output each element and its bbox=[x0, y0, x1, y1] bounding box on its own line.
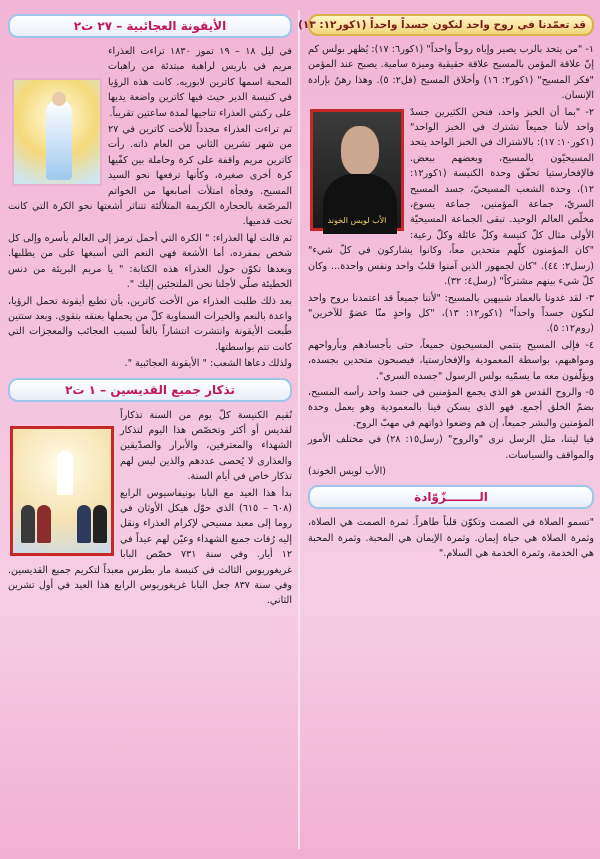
icon-article-title: الأيقونة العجائبية – ٢٧ ت٢ bbox=[8, 14, 292, 38]
paragraph-1: ١- "من يتحد بالرب يصير وإياه روحاً واحداً" (١كور٦: ١٧): يُظهر بولس كم إنّ علاقة المؤمن بالمسيح علاقة حقيقية وميزة سامية. يصبح عند المؤمن "فكر المسيح" (١كور٢: ١٦) وأخلاق المسيح (فل٢: ٥). وهذا رهنٌ بإرادة الإنسان. bbox=[308, 44, 594, 102]
right-column bbox=[298, 14, 594, 855]
article-title: قد تعمّدنا في روح واحد لنكون جسداً واحداً (١كور١٢: ١٣) bbox=[308, 14, 594, 36]
saints-paragraph-2: بدأ هذا العيد مع البابا بونيفاسيوس الرابع (٦٠٨ – ٦١٥) الذي حوّل هيكل الأوثان في روما إلى معبد مسيحي لإكرام العذراء ونقل إليه رُفات جميع الشهداء وعيّن لهم عيداً في ١٢ أيار. وفي سنة ٧٣١ خصّص البابا غريغوريوس الثالث في كنيسة مار بطرس معبداً لتكريم جميع القديسين. وفي سنة ٨٣٧ جعل البابا غريغوريوس الرابع هذا العيد في أول تشرين الثاني. bbox=[8, 487, 292, 607]
paragraph-4: ٤- فإلى المسيح ينتمي المسيحيون جميعاً، حتى بأجسادهم وبأرواحهم ومواهبهم، بواسطة المعمودية والإفخارستيا، فيصبحون متحدين بجسده، ويؤلّفون معه ما يسمّيه بولس الرسول "جسده السري". bbox=[308, 339, 594, 382]
signature: (الأب لويس الخوند) bbox=[308, 465, 386, 477]
zuwwada-title: الــــــــزّوّادة bbox=[308, 485, 594, 509]
paragraph-2: ٢- "بما أن الخبز واحد، فنحن الكثيرين جسدٌ واحد لأننا جميعاً نشترك في الخبز الواحد" (١كور١٠: ١٧): بالاشتراك في الخبز الواحد يتحد المسيحيّون بالمسيح، وبعضهم ببعض. فالإفخارستيا تحقّق وحدة الكنيسة (١كور١٢: ١٢)، وحدة الشعب المسيحيّ، جسد المسيح السريّ، جماعة المؤمنين، جماعة يسوع، مخلّص العالم الوحيد. تبقى الجماعة المسيحيّة الأولى مثال كلّ كنيسة وكلّ عائلة وكلّ رعية: "كان المؤمنون كلّهم متحدين معاً، وكانوا يشاركون في كلّ شيء" (رسل٢: ٤٤). "كان لجمهور الذين آمنوا قلبٌ واحد ونفس واحدة... وكان كلّ شيء بينهم مشتركاً" (رسل٤: ٣٢). bbox=[308, 106, 594, 288]
icon-paragraph-1: في ليل ١٨ – ١٩ تموز ١٨٣٠ تراءت العذراء مريم في باريس لراهبة مبتدئة من راهبات المحبة اسمها كاترين لابوريه. كانت هذه الرؤيا في كنيسة الدير حيث فيها كاترين واضعة يديها على ركبتي العذراء تناجيها لمدة ساعتين تقريباً. bbox=[108, 46, 293, 119]
paragraph-6: فيا ليتنا، مثل الرسل نرى "والروح" (رسل١٥: ٢٨) في مختلف الأمور والمواقف والسياسات. bbox=[308, 434, 594, 461]
saints-paragraph-1: تُقيم الكنيسة كلّ يوم من السنة تذكاراً لقديس أو أكثر وتخصّص هذا اليوم لتذكار الشهداء والمعترفين، والأبرار والصدّيقين والعذارى لا يُحصى عددهم والذين ليس لهم تذكار خاص في أيام السنة. bbox=[120, 409, 292, 483]
icon-paragraph-3: ثم قالت لها العذراء: " الكرة التي أحمل ترمز إلى العالم بأسره وإلى كل شخص بمفرده، أما الأشعة فهي النعم التي أسبغها على من يطلبها. وبعدها تكوّن حول العذراء هذه الكتابة: " يا مريم البريئة من دنس الخطيئة صلّي لأجلنا نحن الملتجئين إليك ". bbox=[8, 232, 292, 291]
icon-paragraph-5: ولذلك دعاها الشعب: " الأيقونة العجائبية ". bbox=[124, 358, 292, 370]
saints-article-title: تذكار جميع القديسين – ١ ت٢ bbox=[8, 378, 292, 402]
left-column bbox=[8, 14, 292, 855]
priest-photo bbox=[310, 109, 404, 231]
icon-paragraph-2: ثم تراءت العذراء مجدداً للأخت كاترين في ٢٧ من شهر تشرين الثاني من العام ذاته. رأت كاترين مريم واقفة على كرة وحاملة بين كفّيها كرة أخرى صغيرة، وكأنها ترفعها نحو السيد المسيح. وفجأة امتلأت أصابعها من الخواتم المرصّعة بالحجارة الكريمة المتلألئة تتناثر أشعتها نحو الكرة التي كانت تحت قدميها. bbox=[8, 124, 292, 228]
paragraph-5: ٥- والروح القدس هو الذي يجمع المؤمنين في جسد واحد رأسه المسيح، بضمّ الخلق أجمع. فهو الذي يسكن فينا بالمعمودية وهو يعمل وحدة المؤمنين والبشر جميعاً، إن هم وضعوا ذواتهم في مهبّ الروح. bbox=[308, 386, 594, 429]
all-saints-image bbox=[10, 426, 114, 556]
virgin-mary-image bbox=[12, 78, 102, 186]
column-divider bbox=[298, 10, 300, 849]
photo-caption: الأب لويس الخوند bbox=[327, 215, 387, 225]
icon-paragraph-4: بعد ذلك طلبت العذراء من الأخت كاترين، بأن تطبع أيقونة تحمل الرؤيا، واعدة بالنعم والخيرات السماوية كلّ من يحملها بعنقه بتقوى. وبعد ستتين طُبعت الأيقونة وانتشرت انتشاراً بالغاً لسبب العجائب والمعجزات التي كانت تتم بواسطتها. bbox=[8, 295, 292, 353]
paragraph-3: ٣- لقد غدونا بالعماد شبيهين بالمسيح: "لأننا جميعاً قد اعتمدنا بروح واحد لنكون جسداً واحداً" (١كور١٢: ١٣)، "كل واحدٍ منّا عضوٌ للآخرين" (روم١٢: ٥). bbox=[308, 292, 594, 335]
zuwwada-text: "تسمو الصلاة في الصمت وتكوّن قلباً طاهراً. ثمرة الصمت هي الصلاة، وثمرة الصلاة هي حياة إيمان. وثمرة الإيمان هي المحبة. وثمرة المحبة هي الخدمة، وثمرة الخدمة هي السلام." bbox=[308, 517, 594, 560]
